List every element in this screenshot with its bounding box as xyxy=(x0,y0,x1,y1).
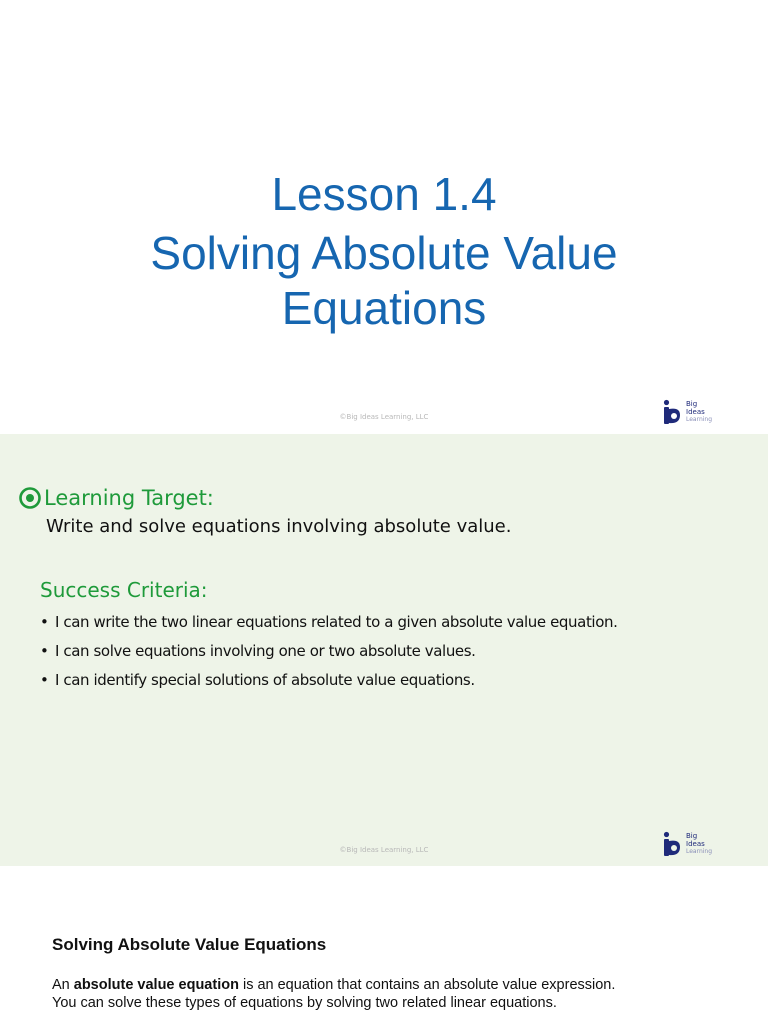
bullet-icon: • xyxy=(40,671,49,689)
logo-text-learning: Learning xyxy=(686,848,713,855)
learning-target-slide xyxy=(0,434,768,866)
success-criteria-list xyxy=(40,608,617,695)
definition-term: absolute value equation xyxy=(73,977,239,993)
lesson-name-line1: Solving Absolute Value xyxy=(150,227,618,279)
logo-text-ideas: Ideas xyxy=(686,408,705,416)
list-item: • I can write the two linear equations related to a given absolute value equation. xyxy=(40,608,617,637)
content-slide xyxy=(0,868,768,1024)
logo-text-big: Big xyxy=(686,400,698,408)
bullet-icon: • xyxy=(40,613,49,631)
big-ideas-logo xyxy=(663,831,723,857)
logo-text-big: Big xyxy=(686,832,698,840)
success-criteria-heading: Success Criteria: xyxy=(40,578,208,602)
list-item: • I can identify special solutions of absolute value equations. xyxy=(40,666,617,695)
copyright-text: ©Big Ideas Learning, LLC xyxy=(339,413,429,421)
lesson-title xyxy=(0,166,768,336)
logo-text-ideas: Ideas xyxy=(686,840,705,848)
target-icon xyxy=(18,486,42,510)
big-ideas-logo-icon xyxy=(663,831,683,857)
learning-target-text: Write and solve equations involving absolute value. xyxy=(46,516,512,537)
big-ideas-logo-icon xyxy=(663,399,683,425)
learning-target-heading xyxy=(18,486,214,510)
list-item: • I can solve equations involving one or two absolute values. xyxy=(40,637,617,666)
learning-target-label: Learning Target: xyxy=(44,486,214,510)
logo-text-learning: Learning xyxy=(686,416,713,423)
lesson-name-line2: Equations xyxy=(281,282,487,334)
definition-paragraph: An absolute value equation is an equation that contains an absolute value expression. You can solve these types of equations by solving two related linear equations. xyxy=(52,977,616,1011)
big-ideas-logo xyxy=(663,399,723,425)
section-heading: Solving Absolute Value Equations xyxy=(52,935,327,954)
bullet-icon: • xyxy=(40,642,49,660)
lesson-number: Lesson 1.4 xyxy=(271,168,497,220)
copyright-text: ©Big Ideas Learning, LLC xyxy=(339,846,429,854)
title-slide xyxy=(0,0,768,432)
